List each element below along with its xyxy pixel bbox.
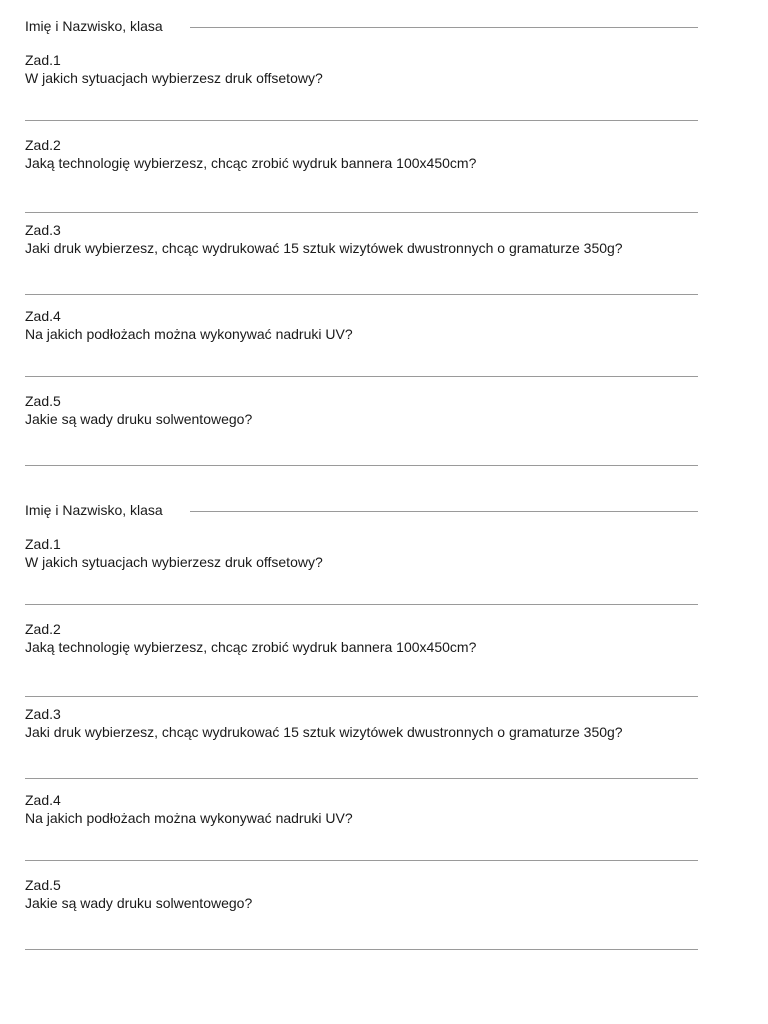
answer-line	[25, 212, 698, 213]
name-class-row	[25, 501, 698, 519]
task-2	[25, 620, 725, 656]
task-number: Zad.4	[25, 308, 61, 324]
task-4	[25, 791, 725, 827]
task-3	[25, 705, 725, 741]
task-number: Zad.3	[25, 222, 61, 238]
answer-line	[25, 294, 698, 295]
answer-line	[25, 860, 698, 861]
task-question: Jakie są wady druku solwentowego?	[25, 895, 253, 911]
name-class-label: Imię i Nazwisko, klasa	[25, 18, 163, 34]
task-number: Zad.2	[25, 137, 61, 153]
task-number: Zad.1	[25, 52, 61, 68]
answer-line	[25, 376, 698, 377]
task-1	[25, 51, 725, 87]
task-question: Jakie są wady druku solwentowego?	[25, 411, 253, 427]
answer-line	[25, 949, 698, 950]
task-question: Jaki druk wybierzesz, chcąc wydrukować 15 sztuk wizytówek dwustronnych o gramaturze 350g?	[25, 724, 623, 740]
name-class-label: Imię i Nazwisko, klasa	[25, 502, 163, 518]
task-number: Zad.4	[25, 792, 61, 808]
answer-line	[25, 465, 698, 466]
task-question: Na jakich podłożach można wykonywać nadruki UV?	[25, 326, 353, 342]
task-question: Jaki druk wybierzesz, chcąc wydrukować 15 sztuk wizytówek dwustronnych o gramaturze 350g?	[25, 240, 623, 256]
answer-line	[25, 696, 698, 697]
task-question: Jaką technologię wybierzesz, chcąc zrobić wydruk bannera 100x450cm?	[25, 639, 477, 655]
task-question: W jakich sytuacjach wybierzesz druk offsetowy?	[25, 70, 323, 86]
name-class-row	[25, 17, 698, 35]
task-question: Jaką technologię wybierzesz, chcąc zrobić wydruk bannera 100x450cm?	[25, 155, 477, 171]
answer-line	[25, 604, 698, 605]
task-3	[25, 221, 725, 257]
task-number: Zad.2	[25, 621, 61, 637]
name-class-line	[190, 27, 698, 28]
task-question: W jakich sytuacjach wybierzesz druk offsetowy?	[25, 554, 323, 570]
task-2	[25, 136, 725, 172]
task-1	[25, 535, 725, 571]
answer-line	[25, 120, 698, 121]
answer-line	[25, 778, 698, 779]
task-number: Zad.5	[25, 393, 61, 409]
task-number: Zad.3	[25, 706, 61, 722]
task-number: Zad.1	[25, 536, 61, 552]
task-number: Zad.5	[25, 877, 61, 893]
task-5	[25, 876, 725, 912]
task-question: Na jakich podłożach można wykonywać nadruki UV?	[25, 810, 353, 826]
task-4	[25, 307, 725, 343]
name-class-line	[190, 511, 698, 512]
task-5	[25, 392, 725, 428]
